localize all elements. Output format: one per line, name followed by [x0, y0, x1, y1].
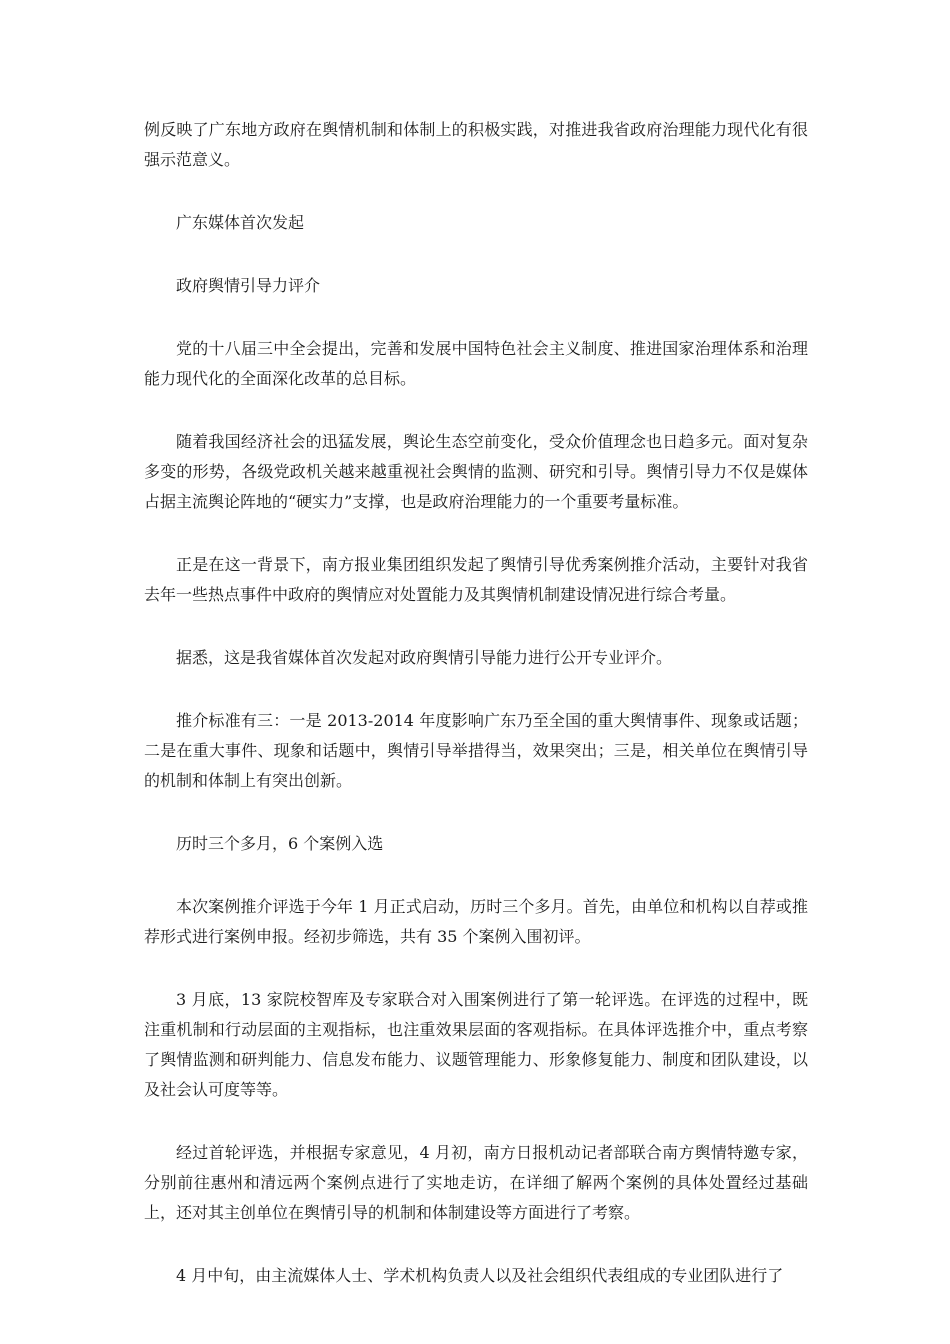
- paragraph: 正是在这一背景下，南方报业集团组织发起了舆情引导优秀案例推介活动，主要针对我省去年一些热点事件中政府的舆情应对处置能力及其舆情机制建设情况进行综合考量。: [144, 555, 808, 604]
- paragraph: 推介标准有三：一是 2013-2014 年度影响广东乃至全国的重大舆情事件、现象或话题；二是在重大事件、现象和话题中，舆情引导举措得当，效果突出；三是，相关单位在舆情引导的机制和体制上有突出创新。: [144, 711, 808, 790]
- paragraph: 3 月底，13 家院校智库及专家联合对入围案例进行了第一轮评选。在评选的过程中，既注重机制和行动层面的主观指标，也注重效果层面的客观指标。在具体评选推介中，重点考察了舆情监测和研判能力、信息发布能力、议题管理能力、形象修复能力、制度和团队建设，以及社会认可度等等。: [144, 990, 808, 1099]
- paragraph: 经过首轮评选，并根据专家意见，4 月初，南方日报机动记者部联合南方舆情特邀专家，分别前往惠州和清远两个案例点进行了实地走访，在详细了解两个案例的具体处置经过基础上，还对其主创单位在舆情引导的机制和体制建设等方面进行了考察。: [144, 1143, 808, 1222]
- paragraph-continuation: 例反映了广东地方政府在舆情机制和体制上的积极实践，对推进我省政府治理能力现代化有很强示范意义。: [144, 120, 808, 169]
- section-heading-line-1: 广东媒体首次发起: [176, 213, 305, 232]
- paragraph: 随着我国经济社会的迅猛发展，舆论生态空前变化，受众价值理念也日趋多元。面对复杂多变的形势，各级党政机关越来越重视社会舆情的监测、研究和引导。舆情引导力不仅是媒体占据主流舆论阵地的“硬实力”支撑，也是政府治理能力的一个重要考量标准。: [144, 432, 808, 511]
- paragraph-truncated: 4 月中旬，由主流媒体人士、学术机构负责人以及社会组织代表组成的专业团队进行了: [176, 1266, 784, 1285]
- section-heading: 历时三个多月，6 个案例入选: [176, 834, 384, 853]
- paragraph: 本次案例推介评选于今年 1 月正式启动，历时三个多月。首先，由单位和机构以自荐或推荐形式进行案例申报。经初步筛选，共有 35 个案例入围初评。: [144, 897, 808, 946]
- paragraph: 党的十八届三中全会提出，完善和发展中国特色社会主义制度、推进国家治理体系和治理能力现代化的全面深化改革的总目标。: [144, 339, 808, 388]
- section-heading-line-2: 政府舆情引导力评介: [176, 276, 321, 295]
- article-body: [144, 115, 808, 1291]
- paragraph: 据悉，这是我省媒体首次发起对政府舆情引导能力进行公开专业评介。: [176, 648, 673, 667]
